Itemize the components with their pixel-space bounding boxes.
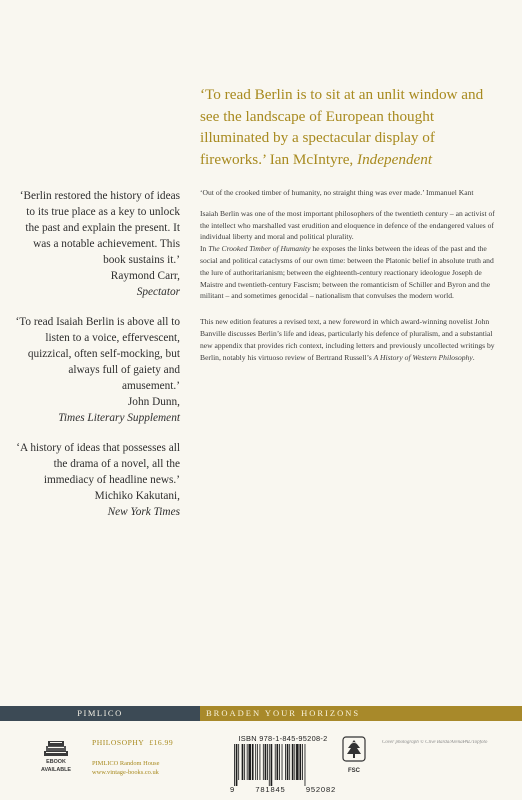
barcode-bar	[244, 744, 245, 780]
ebook-badge	[36, 738, 76, 774]
imprint-tagline: BROADEN YOUR HORIZONS	[200, 706, 522, 721]
barcode-bar	[277, 744, 279, 780]
headline-quote	[200, 84, 500, 170]
barcode-bar	[242, 744, 244, 780]
barcode-bar	[305, 744, 306, 786]
isbn-label: ISBN 978-1-845-95208-2	[238, 734, 328, 743]
barcode-bar	[271, 744, 273, 786]
ebook-label-line2: AVAILABLE	[40, 767, 72, 773]
barcode-digits-group1: 781845	[255, 785, 286, 794]
review-quote-text: ‘Berlin restored the history of ideas to its true place as a key to unlock the past and explain the present. It was a notable achievement. This book sustains it.’	[19, 190, 180, 266]
blurb-paragraph-2-prefix: In	[200, 244, 209, 254]
imprint-name: PIMLICO	[0, 706, 200, 721]
barcode-bar	[282, 744, 283, 780]
books-icon	[36, 738, 76, 758]
barcode-bar	[302, 744, 303, 780]
barcode-bar	[294, 744, 295, 780]
barcode-bar	[236, 744, 238, 786]
publisher-info	[92, 738, 222, 777]
barcode-bar	[267, 744, 268, 780]
blurb-body	[200, 187, 500, 363]
barcode-bar	[257, 744, 258, 780]
barcode-icon	[228, 744, 338, 786]
fsc-tree-icon	[342, 749, 366, 766]
barcode-bar	[289, 744, 290, 780]
isbn-barcode-block	[228, 734, 338, 794]
barcode-bar	[279, 744, 280, 780]
category: PHILOSOPHY	[92, 738, 145, 747]
barcode-digits-group2: 952082	[305, 785, 336, 794]
barcode-bar	[234, 744, 235, 786]
blurb-paragraph-2	[200, 243, 500, 302]
epigraph: ‘Out of the crooked timber of humanity, no straight thing was ever made.’ Immanuel Kant	[200, 188, 474, 197]
barcode-bar	[287, 744, 289, 780]
barcode-bar	[299, 744, 301, 780]
blurb-paragraph-2-rest: he exposes the links between the ideas of the past and the social and political cataclysms of our own time: between the Platonic belief in absolute truth and the lure of authoritarianism; between the eighteenth-century reactionary ideologue Joseph de Maistre and twentieth-century Fascism; between the romanticism of Schiller and Byron and the militant – and sometimes genocidal – nationalism that convulses the modern world.	[200, 244, 494, 301]
headline-quote-publication: Independent	[357, 150, 433, 168]
review-quote-author: Michiko Kakutani,	[94, 490, 180, 502]
category-price	[92, 738, 222, 747]
review-quotes-column	[14, 188, 180, 534]
barcode-bar	[247, 744, 248, 780]
barcode-bar	[238, 744, 239, 780]
publisher-url: www.vintage-books.co.uk	[92, 768, 159, 776]
barcode-bar	[255, 744, 256, 780]
barcode-bar	[275, 744, 276, 780]
review-quote	[14, 314, 180, 426]
blurb-paragraph-3-main: This new edition features a revised text, a new foreword in which award-winning novelist John Banville discusses Berlin’s life and ideas, particularly his defence of pluralism, and a substantial new appendix that provides rich context, including letters and previously uncollected writings by Berlin, notably his virtuoso review of Bertrand Russell’s	[200, 317, 495, 362]
barcode-bar	[265, 744, 267, 780]
review-quote-text: ‘A history of ideas that possesses all the drama of a novel, all the immediacy of headline news.’	[16, 442, 180, 486]
review-quote-publication: New York Times	[107, 506, 180, 518]
barcode-bar	[252, 744, 254, 780]
review-quote-publication: Spectator	[136, 286, 180, 298]
review-quote-text: ‘To read Isaiah Berlin is above all to listen to a voice, effervescent, quizzical, often self-mocking, but always full of gaiety and amusement.’	[15, 316, 180, 392]
barcode-bar	[296, 744, 299, 780]
review-quote	[14, 188, 180, 300]
price: £16.99	[149, 738, 174, 747]
book-title: The Crooked Timber of Humanity	[208, 244, 311, 254]
barcode-bar	[260, 744, 261, 780]
cover-credit: Cover photograph © Clive Barda/ArenaPAL/Topfoto	[382, 740, 488, 745]
blurb-paragraph-3	[200, 316, 500, 363]
barcode-bar	[285, 744, 286, 780]
headline-quote-author: Ian McIntyre,	[269, 150, 354, 168]
headline-quote-text: ‘To read Berlin is to sit at an unlit window and see the landscape of European thought illuminated by a spectacular display of fireworks.’	[200, 86, 484, 168]
barcode-digits	[228, 785, 338, 794]
imprint-band	[0, 706, 522, 721]
barcode-bar	[269, 744, 270, 786]
ebook-label-line1: EBOOK	[46, 759, 66, 765]
review-quote-author: John Dunn,	[127, 396, 180, 408]
review-quote-publication: Times Literary Supplement	[58, 412, 180, 424]
review-quote-author: Raymond Carr,	[110, 270, 180, 282]
blurb-paragraph-3-end: .	[472, 352, 475, 362]
fsc-label: FSC	[348, 768, 360, 774]
fsc-logo	[340, 736, 368, 774]
publisher-name: PIMLICO Random House	[92, 760, 160, 767]
review-quote	[14, 440, 180, 520]
blurb-paragraph-1: Isaiah Berlin was one of the most important philosophers of the twentieth century – an activist of the intellect who marshalled vast erudition and eloquence in defence of the endangered values of individual liberty and moral and political plurality.	[200, 208, 495, 242]
russell-book-title: A History of Western Philosophy	[373, 352, 473, 362]
barcode-bar	[292, 744, 294, 780]
barcode-bar	[263, 744, 264, 780]
barcode-bar	[248, 744, 251, 780]
barcode-digit-first: 9	[230, 785, 236, 794]
